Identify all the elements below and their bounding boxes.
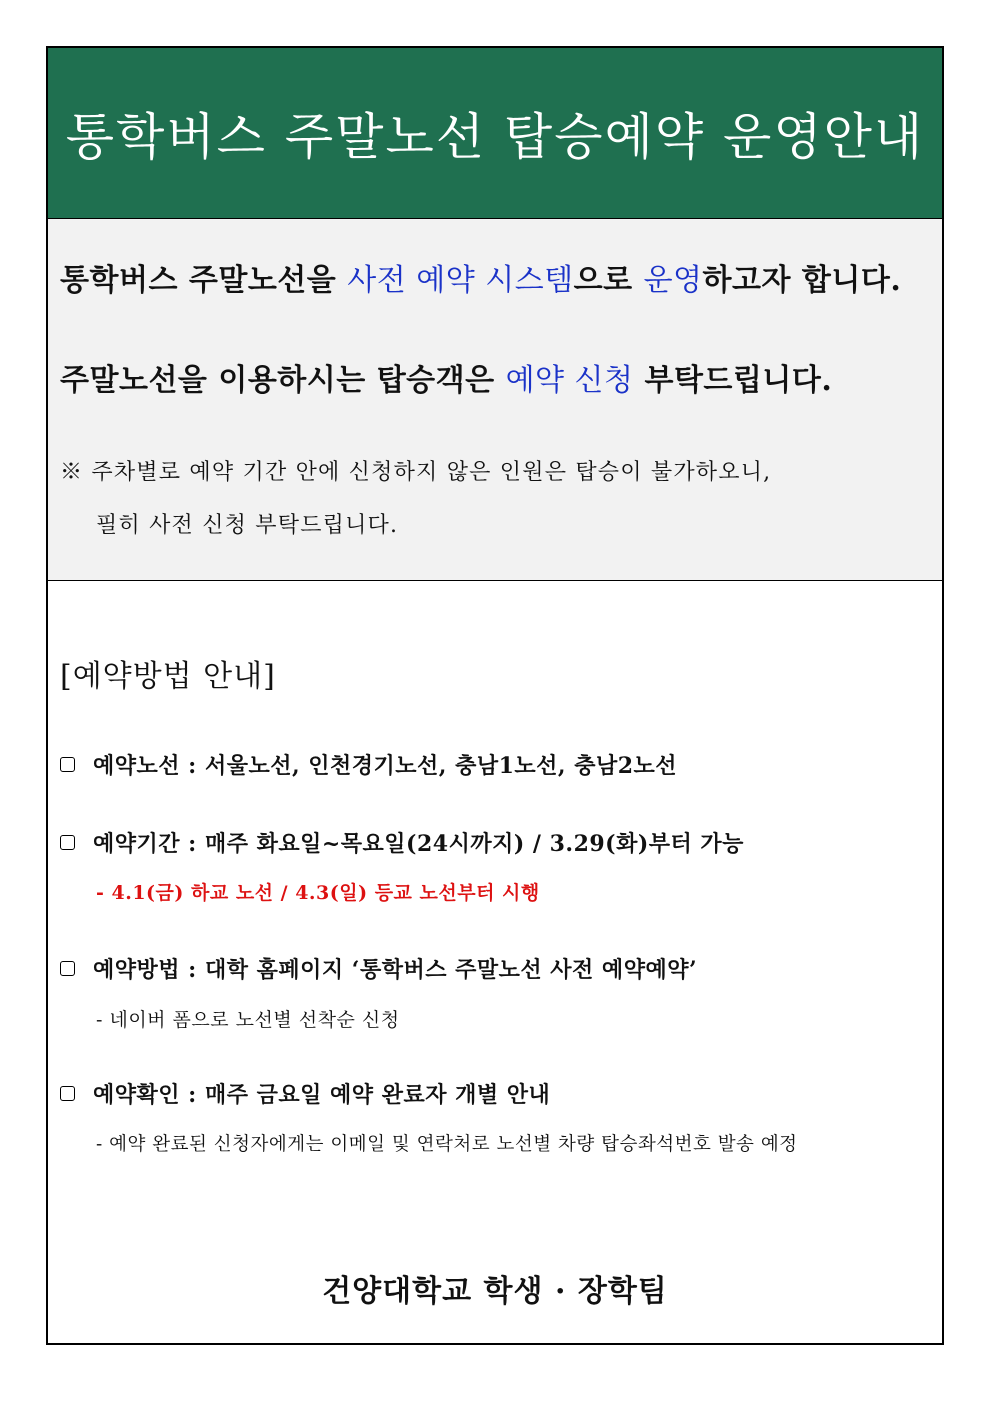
document-frame <box>46 46 944 1345</box>
checkbox-icon <box>60 961 75 976</box>
highlight-text: 운영 <box>643 263 703 298</box>
section-title: [예약방법 안내] <box>60 659 276 694</box>
notice-text: 부탁드립니다. <box>633 363 833 398</box>
highlight-text: 예약 신청 <box>505 363 634 398</box>
notice-line-2 <box>60 355 832 399</box>
item-subnote: - 네이버 폼으로 노선별 선착순 신청 <box>96 1009 400 1031</box>
notice-line-1 <box>60 255 901 299</box>
title-banner <box>48 48 942 219</box>
guide-item-period <box>60 827 744 858</box>
highlight-text: 사전 예약 시스템 <box>347 263 574 298</box>
notice-note-2: 필히 사전 신청 부탁드립니다. <box>96 513 399 538</box>
checkbox-icon <box>60 757 75 772</box>
notice-note-1: ※ 주차별로 예약 기간 안에 신청하지 않은 인원은 탑승이 불가하오니, <box>60 460 772 485</box>
guide-item-method <box>60 953 697 984</box>
checkbox-icon <box>60 1086 75 1101</box>
organization-name: 건양대학교 학생 · 장학팀 <box>322 1274 668 1309</box>
item-text: 예약노선 : 서울노선, 인천경기노선, 충남1노선, 충남2노선 <box>93 753 678 779</box>
item-subnote: - 4.1(금) 하교 노선 / 4.3(일) 등교 노선부터 시행 <box>96 882 540 904</box>
notice-text: 하고자 합니다. <box>702 263 902 298</box>
notice-text: 으로 <box>573 263 644 298</box>
notice-box <box>48 219 942 581</box>
item-text: 예약확인 : 매주 금요일 예약 완료자 개별 안내 <box>93 1082 551 1108</box>
item-text: 예약기간 : 매주 화요일~목요일(24시까지) / 3.29(화)부터 가능 <box>93 831 744 857</box>
checkbox-icon <box>60 835 75 850</box>
guide-item-confirm <box>60 1078 550 1109</box>
notice-text: 주말노선을 이용하시는 탑승객은 <box>60 363 506 398</box>
guide-section <box>48 581 942 1345</box>
page-title: 통학버스 주말노선 탑승예약 운영안내 <box>65 108 925 166</box>
notice-text: 통학버스 주말노선을 <box>60 263 348 298</box>
item-text: 예약방법 : 대학 홈페이지 ‘통학버스 주말노선 사전 예약예약’ <box>93 957 698 983</box>
guide-item-routes <box>60 749 677 780</box>
item-subnote: - 예약 완료된 신청자에게는 이메일 및 연락처로 노선별 차량 탑승좌석번호 발송 예정 <box>96 1134 798 1155</box>
